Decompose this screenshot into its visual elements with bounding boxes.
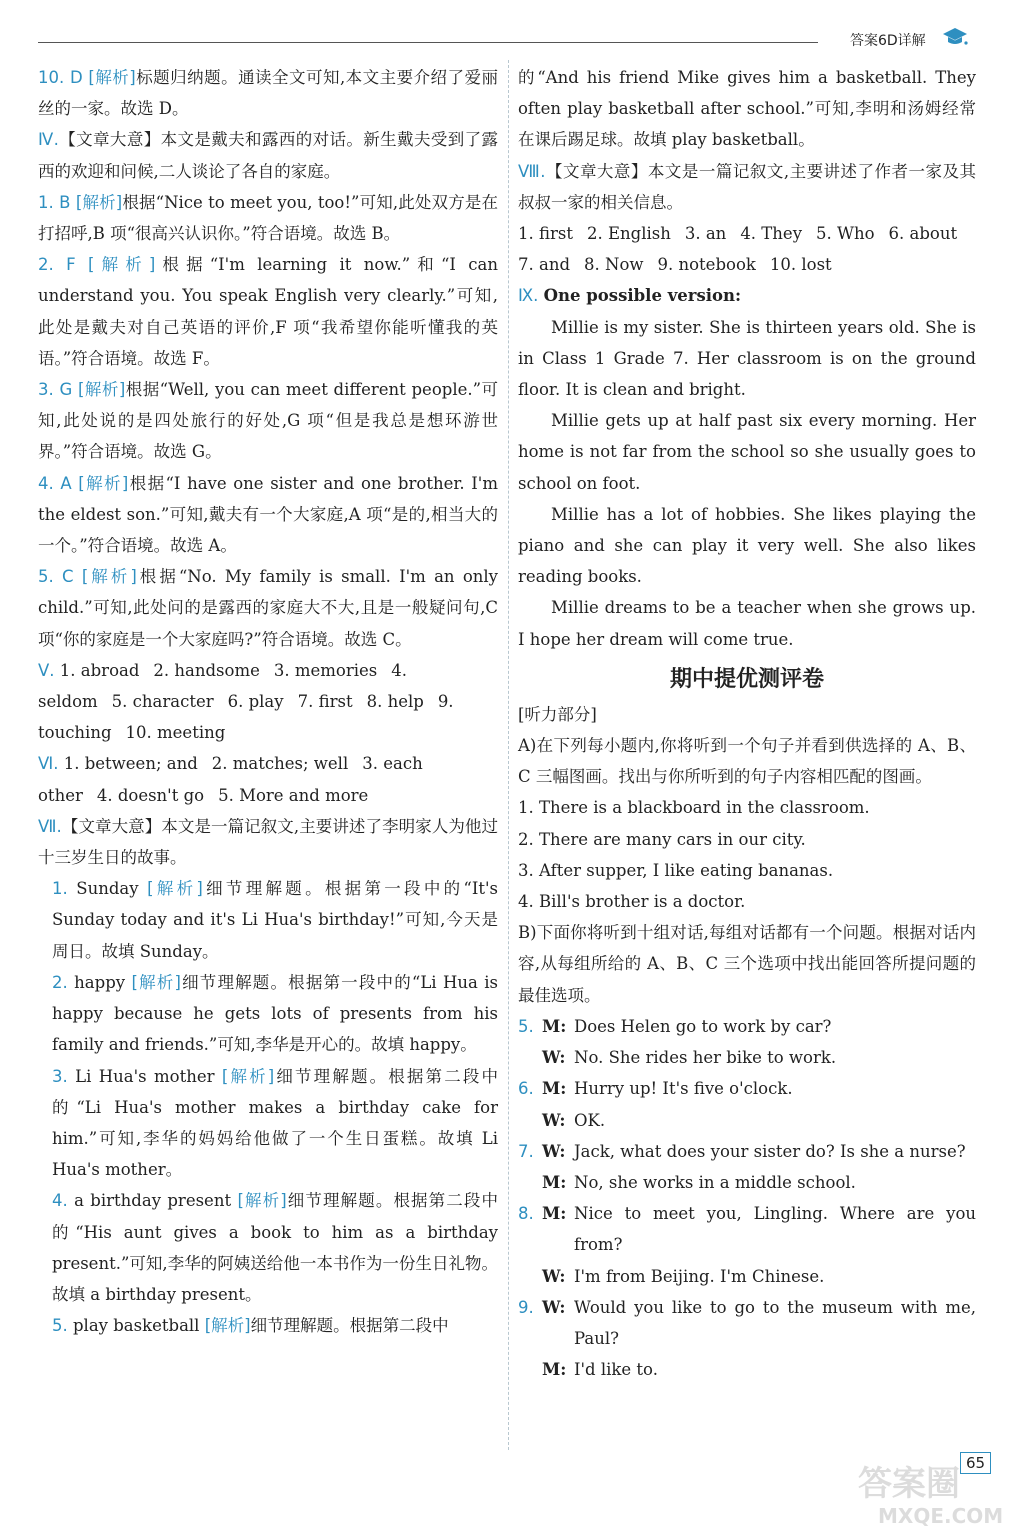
sample-essay-title: One possible version:	[543, 286, 742, 306]
answer-phrase: 5. More and more	[218, 785, 369, 805]
item-number: 8.	[518, 1204, 534, 1224]
dialogue-text: Hurry up! It's five o'clock.	[574, 1079, 793, 1099]
section-6	[38, 748, 498, 810]
item-answer: happy	[74, 972, 132, 992]
essay-paragraph: Millie is my sister. She is thirteen years old. She is in Class 1 Grade 7. Her classroom is on the ground floor. It is clean and bright.	[518, 317, 976, 400]
item-number: 5.	[518, 1016, 534, 1036]
dialogue-line	[518, 1105, 976, 1136]
section-summary: 【文章大意】本文是一篇记叙文,主要讲述了李明家人为他过十三岁生日的故事。	[38, 816, 499, 868]
analysis-label: [解析]	[221, 1066, 275, 1086]
answer-word: 8. Now	[584, 255, 644, 275]
listening-sentence: 1. There is a blackboard in the classroom.	[518, 798, 870, 818]
speaker-label: M:	[542, 1204, 567, 1224]
listening-sentence: 3. After supper, I like eating bananas.	[518, 860, 834, 880]
answer-word: 6. play	[227, 692, 284, 712]
item-number: 2.	[52, 972, 75, 992]
answer-word: 3. memories	[273, 660, 378, 680]
item-text: 根据“I have one sister and one brother. I'm the eldest son.”可知,戴夫有一个大家庭,A 项“是的,相当大的一个。”符合语境。故选 A。	[38, 473, 498, 556]
section-header	[38, 811, 498, 873]
svg-text:MXQE.COM: MXQE.COM	[878, 1504, 1004, 1528]
answer-word: 7. first	[297, 692, 353, 712]
answer-word: 9. touching	[38, 692, 454, 743]
item-number: 3.	[52, 1066, 76, 1086]
answer-word: 6. about	[888, 224, 958, 244]
analysis-label: [解析]	[204, 1316, 251, 1336]
dialogue-line	[518, 1292, 976, 1354]
item-number: 3. G	[38, 380, 78, 400]
item-text: 根据“Nice to meet you, too!”可知,此处双方是在打招呼,B 项“很高兴认识你。”符合语境。故选 B。	[38, 192, 498, 244]
answer-word: 2. English	[586, 224, 671, 244]
section-number: Ⅷ.	[518, 161, 546, 181]
dialogue-line	[518, 1167, 976, 1198]
dialogue-line	[518, 1073, 976, 1104]
answer-word: 9. notebook	[657, 255, 756, 275]
analysis-label: [解析]	[88, 68, 136, 87]
dialogue-text: I'm from Beijing. I'm Chinese.	[574, 1266, 825, 1286]
item-text: 细节理解题。根据第二段中	[250, 1316, 449, 1336]
section-number: Ⅵ.	[38, 754, 59, 774]
header-title: 答案6D详解	[850, 33, 926, 49]
answer-word: 5. Who	[816, 224, 875, 244]
dialogue-line	[518, 1042, 976, 1073]
analysis-label: [解析]	[78, 473, 129, 493]
answer-item	[38, 561, 498, 655]
item-number	[518, 1261, 542, 1292]
item-number: 5. C	[38, 567, 82, 587]
section-5-items	[38, 661, 454, 742]
item-answer: Sunday	[76, 879, 148, 899]
section-number: Ⅴ.	[38, 660, 55, 680]
speaker-label: M:	[542, 1172, 567, 1192]
analysis-label: [解析]	[147, 879, 203, 899]
header-rule	[38, 42, 818, 43]
speaker-label: W:	[542, 1266, 566, 1286]
section-5	[38, 655, 498, 749]
section-summary: 【文章大意】本文是一篇记叙文,主要讲述了作者一家及其叔叔一家的相关信息。	[518, 161, 976, 212]
answer-item	[38, 1185, 498, 1310]
item-answer: play basketball	[73, 1316, 205, 1336]
exam-title: 期中提优测评卷	[669, 666, 824, 692]
answer-word: 4. They	[740, 224, 803, 244]
dialogue-line	[518, 1198, 976, 1260]
answer-word: 4. seldom	[38, 660, 407, 712]
answer-word: 8. help	[366, 692, 424, 712]
section-6-items	[38, 754, 423, 804]
dialogue-text: No. She rides her bike to work.	[574, 1048, 837, 1068]
answer-word: 1. first	[518, 224, 573, 244]
answer-item	[38, 873, 498, 967]
dialogue-line	[518, 1354, 976, 1385]
analysis-label: [解析]	[88, 255, 156, 275]
answer-phrase: 1. between; and	[63, 754, 198, 774]
dialogue-line	[518, 1136, 976, 1167]
item-text: 标题归纳题。通读全文可知,本文主要介绍了爱丽丝的一家。故选 D。	[38, 68, 498, 119]
answer-phrase: 2. matches; well	[211, 754, 349, 774]
speaker-label: M:	[542, 1016, 567, 1036]
item-text: 根据“Well, you can meet different people.”可知,此处说的是四处旅行的好处,G 项“但是我总是想环游世界。”符合语境。故选 G。	[38, 380, 499, 462]
section-7-items	[38, 873, 498, 1341]
answer-item	[38, 1310, 498, 1341]
item-number: 1.	[52, 879, 77, 899]
item-number: 6.	[518, 1079, 534, 1099]
page-number: 65	[960, 1452, 991, 1474]
item-number: 2. F	[38, 255, 88, 275]
analysis-label: [解析]	[75, 192, 123, 212]
section-number: Ⅶ.	[38, 816, 62, 836]
speaker-label: W:	[542, 1110, 566, 1130]
answer-item	[38, 249, 498, 374]
answer-word: 1. abroad	[59, 660, 140, 680]
part-a-intro: A)在下列每小题内,你将听到一个句子并看到供选择的 A、B、C 三幅图画。找出与你所听到的句子内容相匹配的图画。	[518, 736, 976, 787]
column-divider	[508, 60, 509, 1450]
listening-header: [听力部分]	[518, 704, 597, 724]
answer-item	[38, 374, 498, 468]
item-number	[518, 1354, 542, 1385]
section-number: Ⅳ.	[38, 130, 59, 150]
speaker-label: W:	[542, 1141, 566, 1161]
item-text: 根据“No. My family is small. I'm an only child.”可知,此处问的是露西的家庭大不大,且是一般疑问句,C 项“你的家庭是一个大家庭吗?”符合语境。故选 C。	[38, 567, 498, 649]
dialogue-text: Does Helen go to work by car?	[574, 1016, 832, 1036]
section-4-items	[38, 187, 498, 655]
section-8-items	[518, 218, 976, 280]
answer-word: 2. handsome	[153, 660, 260, 680]
analysis-label: [解析]	[77, 380, 126, 400]
answer-word: 5. character	[111, 692, 214, 712]
item-number	[518, 1105, 542, 1136]
listening-sentence: 4. Bill's brother is a doctor.	[518, 892, 746, 912]
speaker-label: W:	[542, 1297, 566, 1317]
speaker-label: M:	[542, 1079, 567, 1099]
dialogue-line	[518, 1261, 976, 1292]
answer-item	[38, 468, 498, 562]
item-text: 细节理解题。根据第二段中的“Li Hua's mother makes a birthday cake for him.”可知,李华的妈妈给他做了一个生日蛋糕。故填 Li Hua's mother。	[52, 1066, 499, 1180]
part-b-intro: B)下面你将听到十组对话,每组对话都有一个问题。根据对话内容,从每组所给的 A、B、C 三个选项中找出能回答所提问题的最佳选项。	[518, 923, 976, 1005]
dialogue-text: No, she works in a middle school.	[574, 1172, 856, 1192]
answer-word: 7. and	[518, 255, 571, 275]
right-column	[518, 62, 976, 1385]
answer-word: 10. meeting	[125, 723, 226, 743]
section-header	[38, 124, 498, 186]
item-answer: Li Hua's mother	[75, 1066, 222, 1086]
watermark-logo	[848, 1455, 1018, 1530]
item-number: 9.	[518, 1297, 534, 1317]
item-number: 4.	[52, 1191, 75, 1211]
section-9-header	[518, 280, 976, 311]
dialogue-text: Would you like to go to the museum with me, Paul?	[574, 1297, 976, 1348]
item-number: 5.	[52, 1316, 73, 1336]
analysis-label: [解析]	[81, 567, 137, 587]
item-number	[518, 1167, 542, 1198]
dialogue-text: OK.	[574, 1110, 606, 1130]
continued-text: 的“And his friend Mike gives him a basketball. They often play basketball after school.”可知,李明和汤姆经常在课后踢足球。故填 play basketball。	[518, 68, 976, 150]
graduation-cap-icon	[942, 26, 968, 48]
svg-text:答案圈: 答案圈	[858, 1464, 960, 1504]
answer-phrase: 4. doesn't go	[96, 785, 205, 805]
answer-item	[38, 187, 498, 249]
section-number: Ⅸ.	[518, 286, 539, 306]
speaker-label: M:	[542, 1360, 567, 1380]
essay-paragraph: Millie has a lot of hobbies. She likes playing the piano and she can play it very well. She also likes reading books.	[518, 504, 976, 587]
analysis-label: [解析]	[131, 972, 181, 992]
dialogue-text: Nice to meet you, Lingling. Where are you from?	[574, 1204, 976, 1255]
answer-word: 3. an	[684, 224, 727, 244]
sample-essay	[518, 312, 976, 655]
listening-sentence: 2. There are many cars in our city.	[518, 829, 806, 849]
dialogue-line	[518, 1011, 976, 1042]
item-number: 1. B	[38, 192, 76, 212]
item-number	[518, 1042, 542, 1073]
item-number: 7.	[518, 1141, 534, 1161]
section-header	[518, 156, 976, 218]
dialogue-text: Jack, what does your sister do? Is she a nurse?	[574, 1141, 966, 1161]
item-number: 4. A	[38, 473, 79, 493]
section-summary: 【文章大意】本文是戴夫和露西的对话。新生戴夫受到了露西的欢迎和问候,二人谈论了各自的家庭。	[38, 130, 499, 181]
item-text: 细节理解题。根据第二段中的“His aunt gives a book to him as a birthday present.”可知,李华的阿姨送给他一本书作为一份生日礼物。故填 a birthday present。	[52, 1191, 499, 1304]
answer-phrase: 3. each other	[38, 754, 423, 805]
item-text: 根据“I'm learning it now.”和“I can understand you. You speak English very clearly.”可知,此处是戴夫对自己英语的评价,F 项“我希望你能听懂我的英语。”符合语境。故选 F。	[38, 255, 498, 368]
part-a-items	[518, 792, 976, 917]
part-b-items	[518, 1011, 976, 1385]
left-column	[38, 62, 498, 1341]
essay-paragraph: Millie gets up at half past six every morning. Her home is not far from the school so she usually goes to school on foot.	[518, 411, 976, 493]
essay-paragraph: Millie dreams to be a teacher when she grows up. I hope her dream will come true.	[518, 598, 976, 649]
answer-item	[38, 62, 498, 124]
answer-word: 10. lost	[769, 255, 832, 275]
analysis-label: [解析]	[237, 1191, 287, 1211]
speaker-label: W:	[542, 1048, 566, 1068]
item-text: 细节理解题。根据第一段中的“Li Hua is happy because he gets lots of presents from his family and friends.”可知,李华是开心的。故填 happy。	[52, 972, 499, 1055]
dialogue-text: I'd like to.	[574, 1360, 658, 1380]
answer-item	[38, 967, 498, 1061]
item-text: 细节理解题。根据第一段中的“It's Sunday today and it's Li Hua's birthday!”可知,今天是周日。故填 Sunday。	[52, 879, 498, 961]
item-answer: a birthday present	[74, 1191, 238, 1211]
item-number: 10. D	[38, 68, 83, 87]
answer-item	[38, 1061, 498, 1186]
